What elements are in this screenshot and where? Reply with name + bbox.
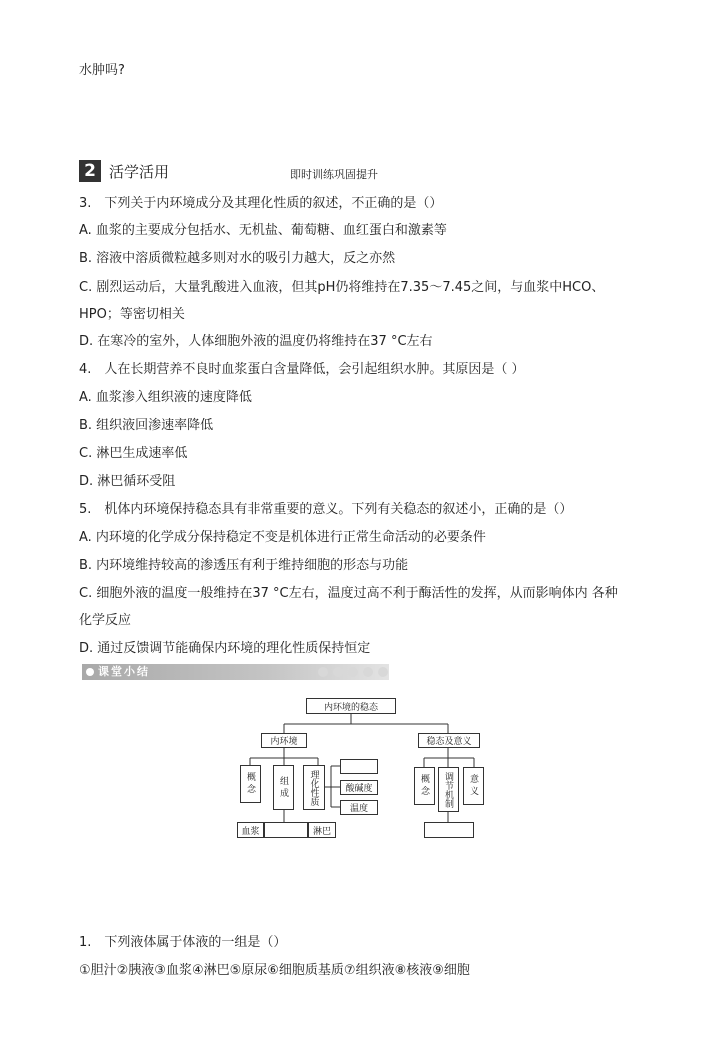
q3-stem: 3. 下列关于内环境成分及其理化性质的叙述，不正确的是（） (79, 196, 443, 211)
top-text: 水肿吗? (79, 63, 125, 78)
map-blank-box (424, 822, 474, 838)
summary-banner-title: 课堂小结 (98, 665, 150, 678)
map-right-concept: 概念 (414, 767, 435, 805)
map-meaning: 意义 (463, 767, 484, 805)
map-ph: 酸碱度 (340, 780, 378, 795)
q4-stem: 4. 人在长期营养不良时血浆蛋白含量降低，会引起组织水肿。其原因是（ ） (79, 362, 525, 377)
q3-option-a: A. 血浆的主要成分包括水、无机盐、葡萄糖、血红蛋白和激素等 (79, 223, 447, 238)
map-plasma: 血浆 (237, 822, 264, 838)
section-title: 活学活用 (109, 162, 170, 181)
map-physchem: 理化性质 (303, 765, 325, 810)
map-composition: 组成 (273, 765, 294, 810)
q3-option-b: B. 溶液中溶质微粒越多则对水的吸引力越大，反之亦然 (79, 251, 396, 266)
q5-option-a: A. 内环境的化学成分保持稳定不变是机体进行正常生命活动的必要条件 (79, 530, 486, 545)
q5-stem: 5. 机体内环境保持稳态具有非常重要的意义。下列有关稳态的叙述小，正确的是（） (79, 502, 573, 517)
q3-option-c-cont: HPO；等密切相关 (79, 307, 185, 322)
q5-option-c: C. 细胞外液的温度一般维持在37 °C左右，温度过高不利于酶活性的发挥，从而影响体内 各种 (79, 586, 618, 601)
map-regulation: 调节机制 (438, 767, 459, 812)
map-blank-box (340, 759, 378, 774)
section-number: 2 (79, 160, 101, 182)
q3-option-d: D. 在寒冷的室外，人体细胞外液的温度仍将维持在37 °C左右 (79, 334, 433, 349)
map-lymph: 淋巴 (308, 822, 336, 838)
map-homeostasis-meaning: 稳态及意义 (418, 733, 480, 748)
map-inner-environment: 内环境 (261, 733, 307, 748)
map-root: 内环境的稳态 (306, 698, 396, 714)
q1-items: ①胆汁②胰液③血浆④淋巴⑤原尿⑥细胞质基质⑦组织液⑧核液⑨细胞 (79, 963, 470, 978)
q4-option-b: B. 组织液回渗速率降低 (79, 418, 214, 433)
section-subtitle: 即时训练巩固提升 (290, 168, 378, 181)
q5-option-d: D. 通过反馈调节能确保内环境的理化性质保持恒定 (79, 641, 371, 656)
q3-option-c: C. 剧烈运动后，大量乳酸进入血液，但其pH仍将维持在7.35～7.45之间，与血浆中HCO、 (79, 280, 605, 295)
map-temperature: 温度 (340, 800, 378, 815)
map-concept: 概念 (240, 765, 261, 803)
q5-option-c-cont: 化学反应 (79, 613, 132, 628)
q5-option-b: B. 内环境维持较高的渗透压有利于维持细胞的形态与功能 (79, 558, 409, 573)
q1-stem: 1. 下列液体属于体液的一组是（） (79, 935, 287, 950)
q4-option-d: D. 淋巴循环受阻 (79, 474, 176, 489)
q4-option-c: C. 淋巴生成速率低 (79, 446, 188, 461)
map-blank-box (264, 822, 308, 838)
q4-option-a: A. 血浆渗入组织液的速度降低 (79, 390, 252, 405)
